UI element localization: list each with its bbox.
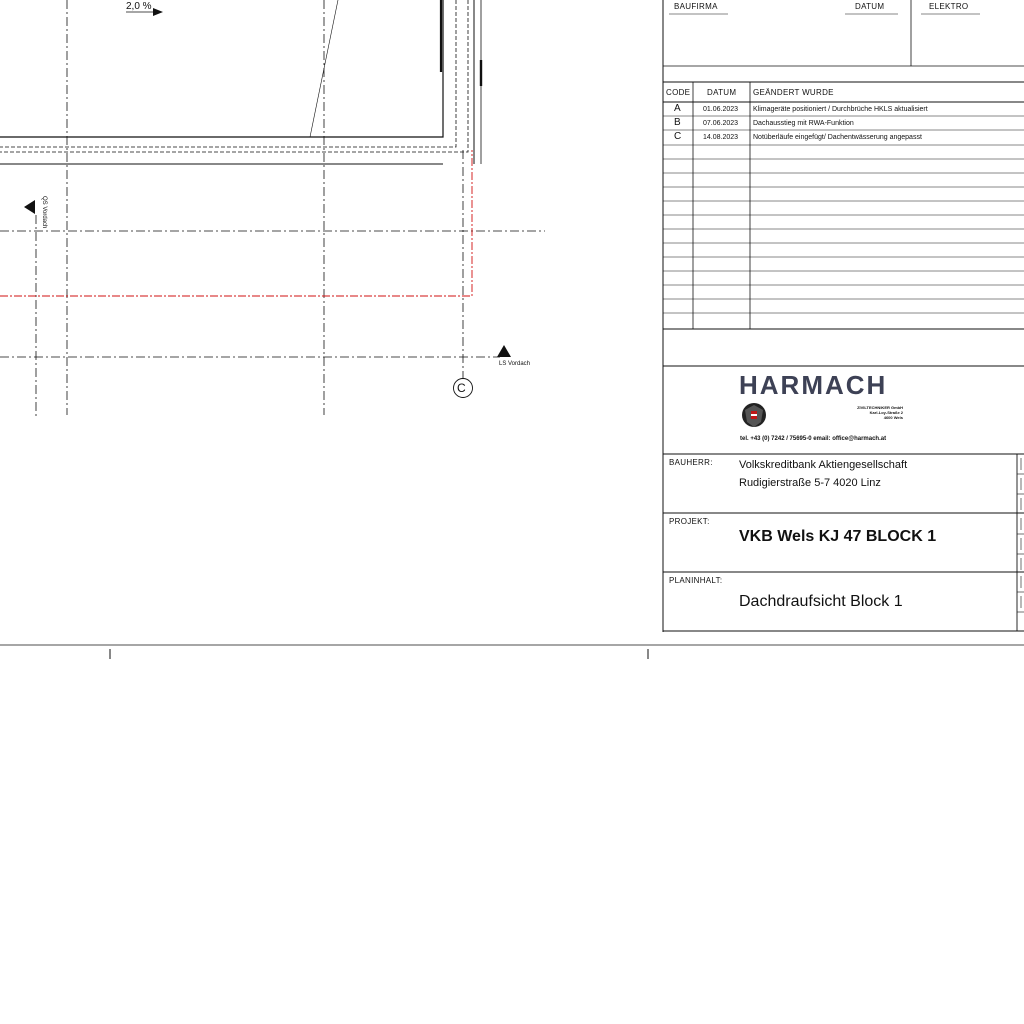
address-line: 4600 Wels (883, 415, 903, 420)
field-elektro: ELEKTRO (929, 2, 969, 11)
bauherr-name: Volkskreditbank Aktiengesellschaft (739, 459, 908, 471)
revision-code: B (674, 117, 681, 128)
plan-content: Dachdraufsicht Block 1 (739, 593, 903, 610)
company-address (830, 405, 903, 420)
section-label-right: LS Vordach (499, 361, 531, 367)
bauherr-label: BAUHERR: (669, 458, 713, 467)
logo-emblem (742, 403, 766, 427)
revision-header-date: DATUM (707, 88, 737, 97)
field-baufirma: BAUFIRMA (674, 2, 718, 11)
section-marker-right (497, 345, 511, 357)
section-marker-left (24, 200, 35, 214)
eave-line (0, 0, 456, 147)
revision-date: 01.06.2023 (703, 106, 739, 113)
boundary-line (0, 150, 472, 296)
roof-outline (0, 0, 443, 137)
eave-line (0, 0, 468, 152)
revision-header-code: CODE (666, 88, 691, 97)
company-logo-wordmark: HARMACH (739, 370, 888, 400)
address-line: ZIVILTECHNIKER GmbH (857, 405, 903, 410)
revision-date: 14.08.2023 (703, 134, 739, 141)
company-contact: tel. +43 (0) 7242 / 75695-0 email: office@harmach.at (740, 436, 887, 442)
revision-code: A (674, 103, 681, 114)
revision-change: Dachausstieg mit RWA-Funktion (753, 120, 854, 127)
planinhalt-label: PLANINHALT: (669, 576, 723, 585)
projekt-label: PROJEKT: (669, 517, 710, 526)
address-line: Karl-Loy-Straße 2 (869, 410, 903, 415)
slope-label: 2,0 % (126, 1, 152, 12)
field-datum: DATUM (855, 2, 885, 11)
revision-code: C (674, 131, 682, 142)
revision-change: Klimageräte positioniert / Durchbrüche HKLS aktualisiert (753, 106, 928, 113)
revision-table-rows (663, 116, 1024, 313)
axis-label: C (457, 381, 466, 395)
bauherr-address: Rudigierstraße 5-7 4020 Linz (739, 477, 881, 489)
section-label-left: QS Vordach (41, 196, 47, 229)
project-name: VKB Wels KJ 47 BLOCK 1 (739, 528, 937, 545)
slope-arrow-head (153, 8, 163, 16)
revision-change: Notüberläufe eingefügt/ Dachentwässerung angepasst (753, 134, 922, 141)
revision-date: 07.06.2023 (703, 120, 739, 127)
revision-header-change: GEÄNDERT WURDE (753, 88, 834, 97)
